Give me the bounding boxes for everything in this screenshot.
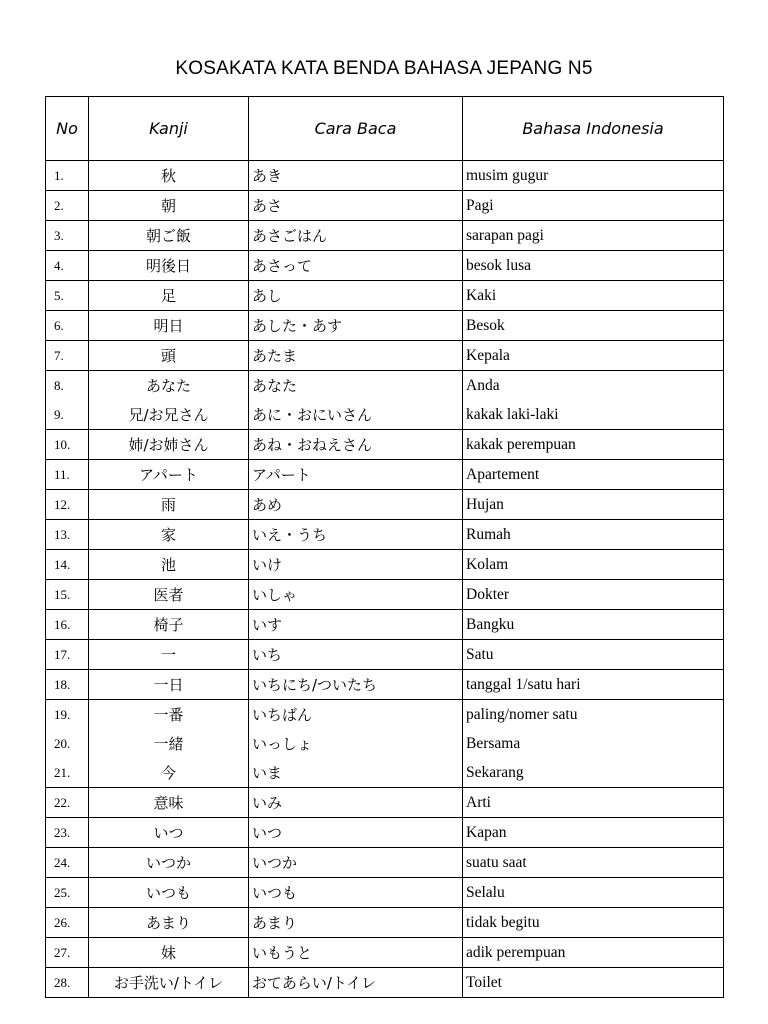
row-meaning: Toilet bbox=[463, 968, 724, 998]
row-meaning: Bersama bbox=[463, 729, 724, 758]
table-row bbox=[46, 758, 724, 788]
row-meaning: sarapan pagi bbox=[463, 221, 724, 251]
row-reading: アパート bbox=[249, 460, 463, 490]
row-kanji: あなた bbox=[89, 371, 249, 401]
table-row bbox=[46, 430, 724, 460]
table-row bbox=[46, 670, 724, 700]
row-kanji: いつも bbox=[89, 878, 249, 908]
row-meaning: besok lusa bbox=[463, 251, 724, 281]
row-number: 19. bbox=[46, 700, 89, 730]
row-reading: あし bbox=[249, 281, 463, 311]
table-row bbox=[46, 818, 724, 848]
table-row bbox=[46, 341, 724, 371]
row-meaning: paling/nomer satu bbox=[463, 700, 724, 730]
row-kanji: 池 bbox=[89, 550, 249, 580]
table-row bbox=[46, 490, 724, 520]
row-reading: いつも bbox=[249, 878, 463, 908]
row-kanji: あまり bbox=[89, 908, 249, 938]
row-reading: あさ bbox=[249, 191, 463, 221]
table-row bbox=[46, 878, 724, 908]
row-number: 7. bbox=[46, 341, 89, 371]
row-reading: あさごはん bbox=[249, 221, 463, 251]
row-meaning: Pagi bbox=[463, 191, 724, 221]
row-kanji: 医者 bbox=[89, 580, 249, 610]
row-number: 22. bbox=[46, 788, 89, 818]
row-kanji: 秋 bbox=[89, 161, 249, 191]
row-number: 15. bbox=[46, 580, 89, 610]
row-meaning: suatu saat bbox=[463, 848, 724, 878]
table-header-row bbox=[46, 97, 724, 161]
table-row bbox=[46, 251, 724, 281]
row-meaning: Dokter bbox=[463, 580, 724, 610]
row-reading: いつか bbox=[249, 848, 463, 878]
header-meaning: Bahasa Indonesia bbox=[463, 97, 724, 161]
table-row bbox=[46, 968, 724, 998]
vocabulary-table bbox=[45, 96, 724, 998]
table-row bbox=[46, 700, 724, 730]
row-reading: いけ bbox=[249, 550, 463, 580]
row-kanji: いつか bbox=[89, 848, 249, 878]
row-reading: いっしょ bbox=[249, 729, 463, 758]
row-kanji: 朝ご飯 bbox=[89, 221, 249, 251]
row-number: 4. bbox=[46, 251, 89, 281]
row-kanji: 一緒 bbox=[89, 729, 249, 758]
row-kanji: 家 bbox=[89, 520, 249, 550]
row-meaning: Hujan bbox=[463, 490, 724, 520]
row-reading: あに・おにいさん bbox=[249, 400, 463, 430]
row-reading: あさって bbox=[249, 251, 463, 281]
row-reading: いしゃ bbox=[249, 580, 463, 610]
row-meaning: kakak perempuan bbox=[463, 430, 724, 460]
row-meaning: Kapan bbox=[463, 818, 724, 848]
row-kanji: 姉/お姉さん bbox=[89, 430, 249, 460]
row-reading: いみ bbox=[249, 788, 463, 818]
row-kanji: 明日 bbox=[89, 311, 249, 341]
row-meaning: Arti bbox=[463, 788, 724, 818]
row-kanji: 雨 bbox=[89, 490, 249, 520]
row-reading: あした・あす bbox=[249, 311, 463, 341]
header-reading: Cara Baca bbox=[249, 97, 463, 161]
row-kanji: 今 bbox=[89, 758, 249, 788]
row-kanji: アパート bbox=[89, 460, 249, 490]
row-reading: いちにち/ついたち bbox=[249, 670, 463, 700]
row-number: 9. bbox=[46, 400, 89, 430]
row-reading: いちばん bbox=[249, 700, 463, 730]
row-kanji: 意味 bbox=[89, 788, 249, 818]
row-reading: あめ bbox=[249, 490, 463, 520]
row-number: 6. bbox=[46, 311, 89, 341]
row-number: 17. bbox=[46, 640, 89, 670]
row-number: 20. bbox=[46, 729, 89, 758]
row-meaning: Apartement bbox=[463, 460, 724, 490]
row-number: 3. bbox=[46, 221, 89, 251]
table-row bbox=[46, 640, 724, 670]
table-row bbox=[46, 460, 724, 490]
row-reading: いえ・うち bbox=[249, 520, 463, 550]
row-meaning: kakak laki-laki bbox=[463, 400, 724, 430]
row-meaning: Kolam bbox=[463, 550, 724, 580]
row-number: 21. bbox=[46, 758, 89, 788]
row-kanji: お手洗い/トイレ bbox=[89, 968, 249, 998]
row-reading: いま bbox=[249, 758, 463, 788]
row-kanji: 一番 bbox=[89, 700, 249, 730]
row-reading: いつ bbox=[249, 818, 463, 848]
row-kanji: いつ bbox=[89, 818, 249, 848]
row-meaning: tanggal 1/satu hari bbox=[463, 670, 724, 700]
row-kanji: 一日 bbox=[89, 670, 249, 700]
table-row bbox=[46, 550, 724, 580]
table-row bbox=[46, 580, 724, 610]
row-meaning: adik perempuan bbox=[463, 938, 724, 968]
row-reading: あき bbox=[249, 161, 463, 191]
row-meaning: Kaki bbox=[463, 281, 724, 311]
row-kanji: 明後日 bbox=[89, 251, 249, 281]
table-row bbox=[46, 400, 724, 430]
table-row bbox=[46, 788, 724, 818]
table-row bbox=[46, 520, 724, 550]
table-row bbox=[46, 848, 724, 878]
row-reading: いもうと bbox=[249, 938, 463, 968]
row-reading: あたま bbox=[249, 341, 463, 371]
document-title: KOSAKATA KATA BENDA BAHASA JEPANG N5 bbox=[175, 58, 593, 79]
table-row bbox=[46, 281, 724, 311]
row-number: 18. bbox=[46, 670, 89, 700]
table-row bbox=[46, 729, 724, 758]
row-reading: おてあらい/トイレ bbox=[249, 968, 463, 998]
table-row bbox=[46, 371, 724, 401]
row-kanji: 妹 bbox=[89, 938, 249, 968]
header-no: No bbox=[46, 97, 89, 161]
row-number: 26. bbox=[46, 908, 89, 938]
row-number: 16. bbox=[46, 610, 89, 640]
row-kanji: 足 bbox=[89, 281, 249, 311]
row-number: 28. bbox=[46, 968, 89, 998]
table-body bbox=[46, 161, 724, 998]
row-number: 14. bbox=[46, 550, 89, 580]
row-kanji: 頭 bbox=[89, 341, 249, 371]
row-meaning: Besok bbox=[463, 311, 724, 341]
row-meaning: Rumah bbox=[463, 520, 724, 550]
row-number: 13. bbox=[46, 520, 89, 550]
table-row bbox=[46, 938, 724, 968]
table-row bbox=[46, 610, 724, 640]
row-meaning: Kepala bbox=[463, 341, 724, 371]
row-reading: あね・おねえさん bbox=[249, 430, 463, 460]
row-meaning: Anda bbox=[463, 371, 724, 401]
table-row bbox=[46, 191, 724, 221]
row-meaning: Bangku bbox=[463, 610, 724, 640]
row-kanji: 兄/お兄さん bbox=[89, 400, 249, 430]
table-row bbox=[46, 221, 724, 251]
row-meaning: Sekarang bbox=[463, 758, 724, 788]
row-number: 12. bbox=[46, 490, 89, 520]
row-number: 24. bbox=[46, 848, 89, 878]
row-number: 10. bbox=[46, 430, 89, 460]
row-kanji: 椅子 bbox=[89, 610, 249, 640]
row-number: 5. bbox=[46, 281, 89, 311]
row-number: 11. bbox=[46, 460, 89, 490]
row-kanji: 一 bbox=[89, 640, 249, 670]
row-reading: あなた bbox=[249, 371, 463, 401]
row-kanji: 朝 bbox=[89, 191, 249, 221]
table-row bbox=[46, 908, 724, 938]
row-number: 23. bbox=[46, 818, 89, 848]
table-row bbox=[46, 311, 724, 341]
row-meaning: tidak begitu bbox=[463, 908, 724, 938]
row-number: 1. bbox=[46, 161, 89, 191]
row-reading: いす bbox=[249, 610, 463, 640]
row-meaning: Satu bbox=[463, 640, 724, 670]
row-number: 25. bbox=[46, 878, 89, 908]
row-reading: いち bbox=[249, 640, 463, 670]
row-meaning: musim gugur bbox=[463, 161, 724, 191]
row-meaning: Selalu bbox=[463, 878, 724, 908]
row-reading: あまり bbox=[249, 908, 463, 938]
table-row bbox=[46, 161, 724, 191]
header-kanji: Kanji bbox=[89, 97, 249, 161]
row-number: 8. bbox=[46, 371, 89, 401]
row-number: 2. bbox=[46, 191, 89, 221]
row-number: 27. bbox=[46, 938, 89, 968]
